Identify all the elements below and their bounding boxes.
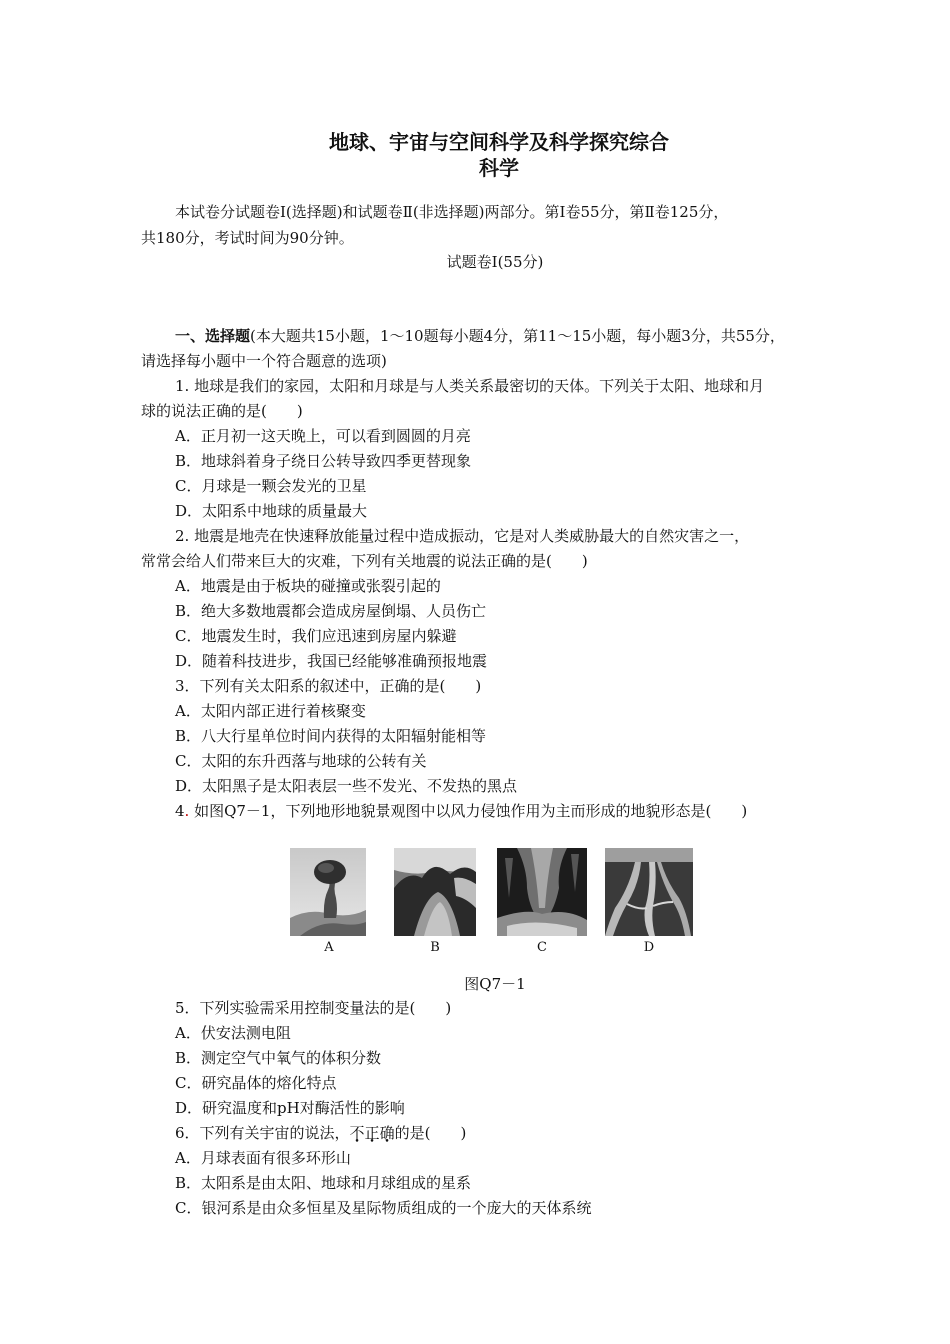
q6-emphasis-1: 不 bbox=[349, 1124, 365, 1142]
q4-dot: . bbox=[184, 802, 190, 820]
q1-option-b: B．地球斜着身子绕日公转导致四季更替现象 bbox=[175, 452, 472, 470]
figure-label-d: D bbox=[643, 940, 655, 955]
q4-stem bbox=[175, 801, 747, 821]
q2-option-c: C．地震发生时，我们应迅速到房屋内躲避 bbox=[175, 627, 457, 645]
q1-stem-2: 球的说法正确的是( ) bbox=[141, 402, 303, 420]
exam-subject: 科学 bbox=[479, 156, 519, 180]
q1-option-c: C．月球是一颗会发光的卫星 bbox=[175, 477, 367, 495]
q6-prefix: 6．下列有关宇宙的说法， bbox=[175, 1124, 350, 1142]
section-desc-2: 请选择每小题中一个符合题意的选项) bbox=[141, 352, 387, 370]
figure-c-karst-cave bbox=[497, 848, 587, 936]
exam-title: 地球、宇宙与空间科学及科学探究综合 bbox=[329, 130, 669, 154]
figure-caption: 图Q7－1 bbox=[464, 975, 526, 993]
q5-stem: 5．下列实验需采用控制变量法的是( ) bbox=[175, 999, 452, 1017]
figure-label-a: A bbox=[324, 940, 334, 955]
intro-line-2: 共180分，考试时间为90分钟。 bbox=[141, 229, 354, 247]
q1-option-a: A．正月初一这天晚上，可以看到圆圆的月亮 bbox=[175, 427, 471, 445]
q2-stem-2: 常常会给人们带来巨大的灾难，下列有关地震的说法正确的是( ) bbox=[141, 552, 588, 570]
q3-option-b: B．八大行星单位时间内获得的太阳辐射能相等 bbox=[175, 727, 487, 745]
figure-a-mushroom-rock bbox=[290, 848, 366, 936]
q5-option-a: A．伏安法测电阻 bbox=[175, 1024, 291, 1042]
q6-suffix: 的是( ) bbox=[394, 1124, 467, 1142]
q5-option-c: C．研究晶体的熔化特点 bbox=[175, 1074, 337, 1092]
q6-emphasis-2: 正 bbox=[364, 1124, 380, 1142]
q3-option-c: C．太阳的东升西落与地球的公转有关 bbox=[175, 752, 427, 770]
q4-number: 4 bbox=[175, 802, 185, 820]
q2-option-d: D．随着科技进步，我国已经能够准确预报地震 bbox=[175, 652, 488, 670]
q3-stem: 3．下列有关太阳系的叙述中，正确的是( ) bbox=[175, 677, 482, 695]
q2-option-b: B．绝大多数地震都会造成房屋倒塌、人员伤亡 bbox=[175, 602, 487, 620]
q2-option-a: A．地震是由于板块的碰撞或张裂引起的 bbox=[175, 577, 441, 595]
figure-label-c: C bbox=[537, 940, 547, 955]
figure-b-mountain-landscape bbox=[394, 848, 476, 936]
section-desc-1: (本大题共15小题，1～10题每小题4分，第11～15小题，每小题3分，共55分， bbox=[250, 327, 785, 345]
q4-text: 如图Q7－1，下列地形地貌景观图中以风力侵蚀作用为主而形成的地貌形态是( ) bbox=[189, 802, 748, 820]
q1-option-d: D．太阳系中地球的质量最大 bbox=[175, 502, 368, 520]
q6-stem bbox=[175, 1123, 466, 1143]
q6-emphasis-3: 确 bbox=[379, 1124, 395, 1142]
volume-heading: 试题卷Ⅰ(55分) bbox=[446, 253, 544, 271]
figure-label-b: B bbox=[430, 940, 440, 955]
q6-option-b: B．太阳系是由太阳、地球和月球组成的星系 bbox=[175, 1174, 472, 1192]
q5-option-d: D．研究温度和pH对酶活性的影响 bbox=[175, 1099, 405, 1117]
q6-option-c: C．银河系是由众多恒星及星际物质组成的一个庞大的天体系统 bbox=[175, 1199, 592, 1217]
q2-stem-1: 2. 地震是地壳在快速释放能量过程中造成振动，它是对人类威胁最大的自然灾害之一， bbox=[175, 527, 750, 545]
section-label: 一、选择题 bbox=[175, 327, 251, 345]
q5-option-b: B．测定空气中氧气的体积分数 bbox=[175, 1049, 382, 1067]
q1-stem-1: 1. 地球是我们的家园，太阳和月球是与人类关系最密切的天体。下列关于太阳、地球和月 bbox=[175, 377, 765, 395]
section-heading bbox=[175, 326, 785, 346]
q3-option-d: D．太阳黑子是太阳表层一些不发光、不发热的黑点 bbox=[175, 777, 518, 795]
intro-line-1: 本试卷分试题卷Ⅰ(选择题)和试题卷Ⅱ(非选择题)两部分。第Ⅰ卷55分，第Ⅱ卷125分， bbox=[175, 203, 729, 221]
q6-option-a: A．月球表面有很多环形山 bbox=[175, 1149, 351, 1167]
q3-option-a: A．太阳内部正进行着核聚变 bbox=[175, 702, 366, 720]
figure-d-river-delta bbox=[605, 848, 693, 936]
